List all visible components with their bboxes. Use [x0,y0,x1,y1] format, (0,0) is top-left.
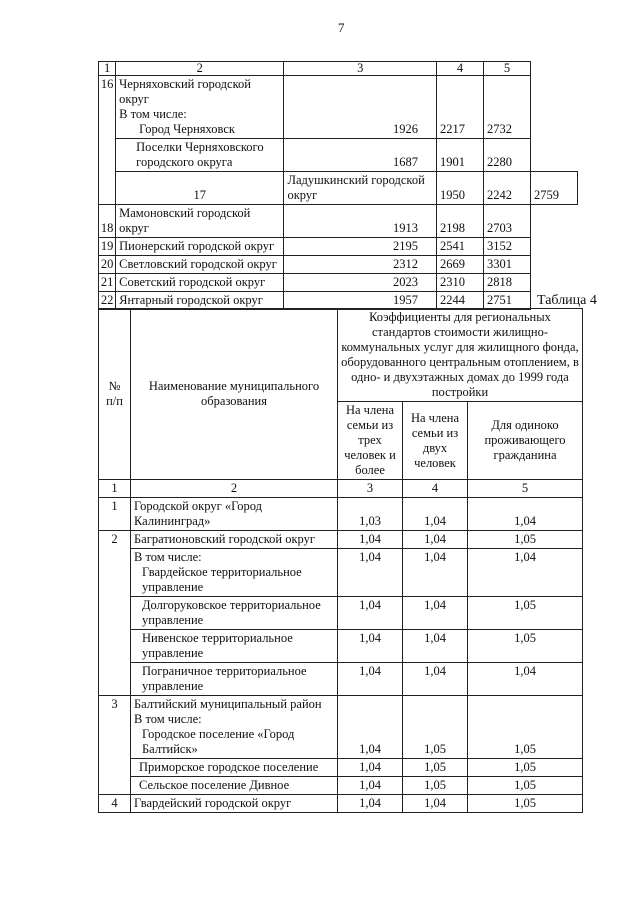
table-cell: 1,04 [338,759,403,777]
table-cell: 2280 [484,139,531,172]
table-cell: Пограничное территориальное управление [131,663,338,696]
table-cell: 1,05 [468,696,583,759]
table-cell: 2195 [284,238,437,256]
table-cell: 2541 [437,238,484,256]
table-cell: 1901 [437,139,484,172]
table-cell: 1 [99,480,131,498]
page-number: 7 [338,20,345,35]
table-cell: Приморское городское поселение [131,759,338,777]
table-cell [116,76,284,139]
table-cell: Гвардейский городской округ [131,795,338,813]
table-cell: 1,05 [403,759,468,777]
table-cell: Мамоновский городской округ [116,205,284,238]
table-cell: Светловский городской округ [116,256,284,274]
table-row [99,139,578,172]
table-cell: 1,04 [403,795,468,813]
table-cell: 2198 [437,205,484,238]
table-cell: 1,04 [338,597,403,630]
table-cell: 1926 [284,76,437,139]
table-row [99,256,578,274]
table-cell: 1957 [284,292,437,310]
table-cell: 1950 [437,172,484,205]
table-cell: Городское поселение «Город Балтийск» [142,727,295,756]
table-row [99,597,583,630]
table-cell [131,696,338,759]
col-number-header: № п/п [99,309,131,480]
table-cell: 19 [99,238,116,256]
coefficients-table-4 [98,308,583,813]
table-caption: Таблица 4 [537,293,597,308]
table-row [99,795,583,813]
table-cell: 17 [116,172,284,205]
col-coef-header: Коэффициенты для региональных стандартов стоимости жилищно-коммунальных услуг для жилищного фонда, оборудованного центральным отоплением, в одно- и двухэтажных домах до 1999 года постройки [338,309,583,402]
table-cell: 1,04 [338,630,403,663]
table-cell: 1,05 [468,759,583,777]
table-row [99,531,583,549]
col-name-header: Наименование муниципального образования [131,309,338,480]
table-cell: Балтийский муниципальный район [134,697,322,711]
table-cell: Янтарный городской округ [116,292,284,310]
table-cell: Город Черняховск [139,122,235,136]
table-cell: Нивенское территориальное управление [131,630,338,663]
table-cell: На члена семьи из двух человек [403,402,468,480]
table-cell: 2759 [531,172,578,205]
table-head-row [99,309,583,402]
table-cell: 2217 [437,76,484,139]
table-cell: 3 [99,696,131,795]
table-cell: 1,04 [468,663,583,696]
table-cell: Гвардейское территориальное управление [142,565,302,594]
table-cell: Сельское поселение Дивное [131,777,338,795]
table-cell: Городской округ «Город Калининград» [131,498,338,531]
table-row [99,172,578,205]
table-cell: 1,04 [403,498,468,531]
table-row [99,696,583,759]
table-cell: 2312 [284,256,437,274]
table-row [99,630,583,663]
table-cell: 1 [99,62,116,76]
table-cell: 16 [99,76,116,205]
table-row [99,76,578,139]
table-cell: 5 [484,62,531,76]
table-cell: Черняховский городской округ [119,77,251,106]
table-cell: 1,05 [403,696,468,759]
table-cell: В том числе: [134,550,202,564]
table-cell: 1,04 [338,663,403,696]
table-cell: 1 [99,498,131,531]
table-cell: Поселки Черняховского городского округа [116,139,284,172]
table-cell: 20 [99,256,116,274]
table-cell: 2751 [484,292,531,310]
table-row [99,205,578,238]
table-cell: 1,03 [338,498,403,531]
table-row [99,274,578,292]
table-cell: 4 [437,62,484,76]
table-cell: 2244 [437,292,484,310]
table-cell: 1,05 [468,630,583,663]
table-cell: 1,05 [468,531,583,549]
table-cell: 2 [99,531,131,696]
table-cell: Для одиноко проживающего гражданина [468,402,583,480]
table-row [99,777,583,795]
table-cell: На члена семьи из трех человек и более [338,402,403,480]
table-cell: 3 [338,480,403,498]
table-cell: 1,04 [468,498,583,531]
table-cell: В том числе: [134,712,202,726]
table-cell: 1,05 [403,777,468,795]
table-cell: 1,05 [468,777,583,795]
table-cell: 1,04 [338,696,403,759]
table-cell: 1,05 [468,597,583,630]
table-cell: 2703 [484,205,531,238]
table-cell: 18 [99,205,116,238]
table-cell: 3152 [484,238,531,256]
table-cell: 1,04 [338,795,403,813]
table-cell: 2732 [484,76,531,139]
table-row [99,238,578,256]
table-cell: 1,04 [403,597,468,630]
table-cell: 2818 [484,274,531,292]
table-header-row [99,480,583,498]
table-cell: 1,04 [403,531,468,549]
table-cell: 1,04 [403,549,468,597]
table-cell: 22 [99,292,116,310]
coefficients-table-continued [98,61,578,310]
table-cell: 1913 [284,205,437,238]
table-row [99,549,583,597]
table-cell: В том числе: [119,107,187,121]
table-cell: 4 [403,480,468,498]
table-cell: 1,04 [338,531,403,549]
table-cell: Пионерский городской округ [116,238,284,256]
table-cell: 1,05 [468,795,583,813]
table-header-row [99,62,578,76]
table-cell: 1,04 [338,777,403,795]
table-cell: 3 [284,62,437,76]
table-cell: 2 [131,480,338,498]
table-cell: 1,04 [338,549,403,597]
table-row [99,498,583,531]
table-cell: 2669 [437,256,484,274]
table-cell: 2023 [284,274,437,292]
table-cell: Ладушкинский городской округ [284,172,437,205]
table-cell: 2242 [484,172,531,205]
table-cell: 1,04 [403,663,468,696]
table-cell: 2310 [437,274,484,292]
table-row [99,292,578,310]
table-row [99,663,583,696]
table-cell: 5 [468,480,583,498]
table-cell: Долгоруковское территориальное управление [131,597,338,630]
table-cell [131,549,338,597]
table-row [99,759,583,777]
table-cell: Советский городской округ [116,274,284,292]
table-cell: 1,04 [403,630,468,663]
table-cell: 3301 [484,256,531,274]
table-cell: 1687 [284,139,437,172]
table-cell: 21 [99,274,116,292]
table-cell: Багратионовский городской округ [131,531,338,549]
table-cell: 1,04 [468,549,583,597]
table-cell: 4 [99,795,131,813]
table-cell: 2 [116,62,284,76]
